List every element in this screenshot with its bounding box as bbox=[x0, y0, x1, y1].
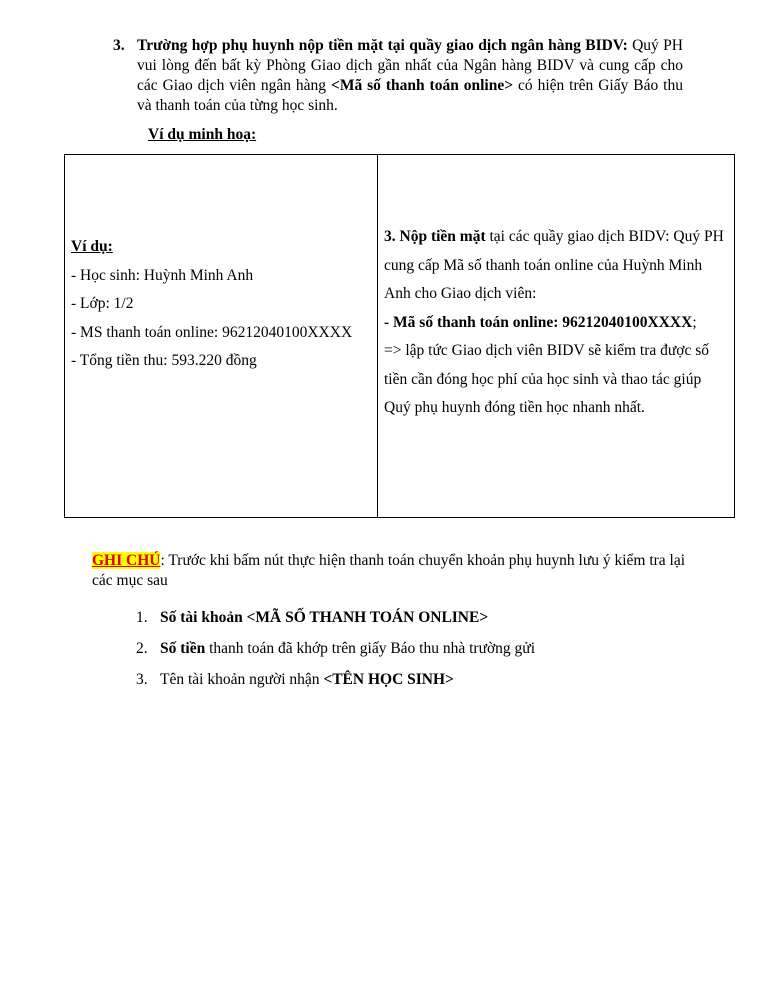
example-label: Ví dụ: bbox=[71, 238, 113, 255]
list-text: thanh toán đã khớp trên giấy Báo thu nhà trường gửi bbox=[205, 640, 536, 657]
example-title: Ví dụ minh hoạ: bbox=[148, 126, 257, 143]
section-text-2: có hiện trên Giấy Báo thu và thanh toán của từng học sinh. bbox=[137, 77, 683, 114]
cash-lead: 3. Nộp tiền mặt bbox=[384, 228, 486, 245]
list-item bbox=[136, 602, 535, 633]
note-text: : Trước khi bấm nút thực hiện thanh toán chuyển khoản phụ huynh lưu ý kiểm tra lại các mục sau bbox=[92, 552, 686, 589]
total-amount-line: - Tổng tiền thu: 593.220 đồng bbox=[71, 352, 257, 369]
cash-code-line bbox=[384, 309, 724, 338]
cash-result: => lập tức Giao dịch viên BIDV sẽ kiểm tra được số tiền cần đóng học phí của học sinh và thao tác giúp Quý phụ huynh đóng tiền học nhanh nhất. bbox=[384, 342, 710, 416]
example-table bbox=[64, 154, 735, 518]
list-bold: Số tài khoản bbox=[160, 609, 243, 626]
section-text-1: Quý PH vui lòng đến bất kỳ Phòng Giao dịch gần nhất của Ngân hàng BIDV và cung cấp cho các Giao dịch viên ngân hàng bbox=[137, 37, 683, 94]
list-number: 3. bbox=[136, 671, 148, 688]
cash-code: - Mã số thanh toán online: 96212040100XXXX bbox=[384, 313, 693, 331]
payment-code-label: <Mã số thanh toán online> bbox=[330, 77, 514, 94]
section-body bbox=[137, 36, 683, 116]
cash-intro bbox=[384, 223, 724, 309]
note-label: GHI CHÚ bbox=[92, 552, 161, 569]
list-item bbox=[136, 633, 535, 664]
list-bold: Số tiền bbox=[160, 640, 206, 657]
student-info bbox=[71, 233, 352, 376]
example-cell-right bbox=[378, 155, 734, 517]
section-3 bbox=[113, 36, 683, 116]
list-text: Tên tài khoản người nhận bbox=[160, 671, 324, 688]
cash-instructions bbox=[384, 223, 724, 423]
list-item bbox=[136, 664, 535, 695]
payment-code-line: - MS thanh toán online: 96212040100XXXX bbox=[71, 323, 353, 341]
cash-code-suffix: ; bbox=[692, 313, 697, 331]
list-number: 1. bbox=[136, 609, 148, 626]
student-name-line: - Học sinh: Huỳnh Minh Anh bbox=[71, 266, 254, 284]
list-text: <MÃ SỐ THANH TOÁN ONLINE> bbox=[242, 609, 489, 626]
cash-text: tại các quầy giao dịch BIDV: Quý PH cung cấp Mã số thanh toán online của Huỳnh Minh Anh cho Giao dịch viên: bbox=[384, 228, 724, 302]
example-cell-left bbox=[65, 155, 378, 517]
class-line: - Lớp: 1/2 bbox=[71, 295, 134, 312]
list-tail: <TÊN HỌC SINH> bbox=[323, 671, 454, 688]
note bbox=[92, 551, 692, 591]
checklist bbox=[136, 602, 535, 695]
section-number: 3. bbox=[113, 37, 125, 54]
list-number: 2. bbox=[136, 640, 148, 657]
section-heading: Trường hợp phụ huynh nộp tiền mặt tại quầy giao dịch ngân hàng BIDV: bbox=[137, 37, 628, 54]
